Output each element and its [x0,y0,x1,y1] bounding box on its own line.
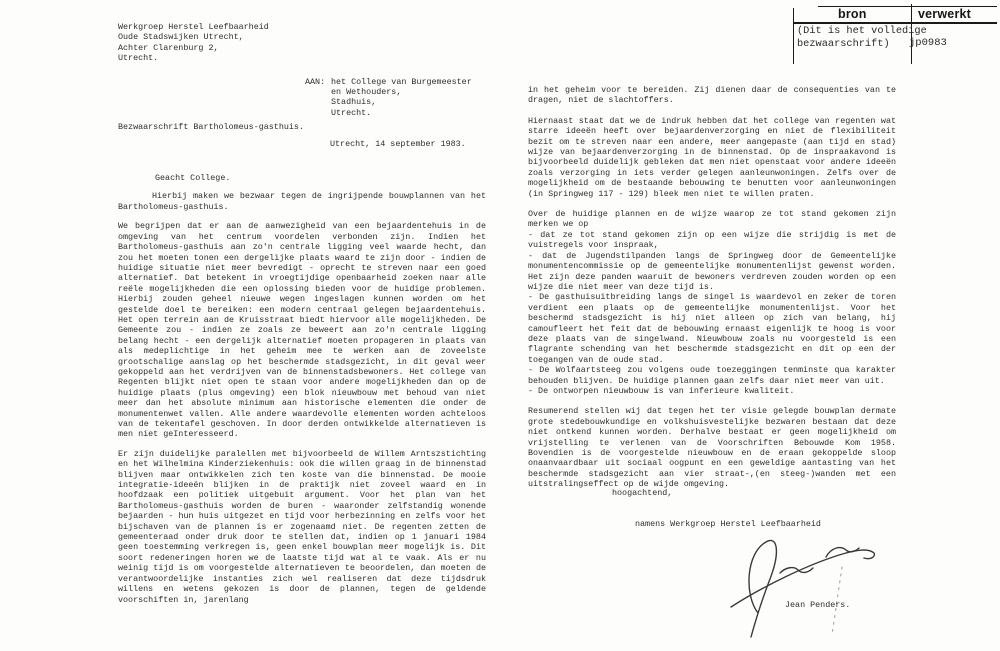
recipient-address [305,77,486,119]
stamp-column-header-verwerkt: verwerkt [918,7,972,21]
paragraph: Er zijn duidelijke paralellen met bijvoorbeeld de Willem Arntszstichting en het Wilhelmina Kinderziekenhuis: ook die willen graag in de binnenstad blijven maar ontwikkelen zich ten koste van die binnenstad. De mooie integratie-ideeën blijken in de praktijk niet zoveel waard en in hoofdzaak een politiek uitgebuit argument. Voor het plan van het Bartholomeus-gasthuis worden de buren - waaronder zelfstandig wonende bejaarden - hun huis uitgezet en tijd voor herbezinning en zelfs voor het bijschaven van de plannen is er zogenaamd niet. De regenten zetten de gemeenteraad onder druk door te stellen dat, indien op 1 januari 1984 geen toestemming verkregen is, geen enkel bouwplan meer mogelijk is. Dit soort redeneringen horen we de laatste tijd wat al te vaak. Als er nu weinig tijd is om voorgestelde alternatieven te beoordelen, dan moeten de verantwoordelijke instanties zich wel realiseren dat deze tijdsdruk willens en wetens gekozen is door de plannen, tegen de geldende voorschiften in, jarenlang [118,448,486,605]
paragraph: Resumerend stellen wij dat tegen het ter visie gelegde bouwplan dermate grote stedebouwkundige en volkshuisvestelijke bezwaren bestaan dat deze niet ontkend kunnen worden. Derhalve bestaat er geen mogelijkheid om vrijstelling te verlenen van de Voorschriften Bebouwde Kom 1958. Bovendien is de voorgestelde nieuwbouw en de eraan gekoppelde sloop onaanvaardbaar uit sociaal oogpunt en een geweldige aantasting van het beschermde stadsgezicht aan vier straat-,(en steeg-)wanden met een uitstralingseffect op de wijde omgeving. [528,406,896,490]
stamp-note-line2: bezwaarschrift) [797,37,890,50]
paragraph: in het geheim voor te bereiden. Zij dienen daar de consequenties van te dragen, niet de slachtoffers. [528,85,896,106]
paragraph: Hiernaast staat dat we de indruk hebben dat het college van regenten wat starre ideeën heeft over bejaardenverzorging en niet de flexibiliteit bezit om te streven naar een andere, meer aangepaste (aan tijd en stad) wijze van bejaardenverzorging in de binnenstad. Op de inspraakavond is bijvoorbeeld duidelijk gebleken dat men niet openstaat voor andere ideeën zoals verzorging in iets verder gelegen aanleunwoningen. Zelfs over de mogelijkheid om de bestaande bebouwing te benutten voor aanleunwoningen (in Springweg 117 - 129) bleek men niet te willen praten. [528,115,896,199]
signatory-name: Jean Penders. [785,600,851,610]
valediction: hoogachtend, [612,488,673,498]
stamp-note [797,25,927,51]
stamp-processed-code: jp0983 [909,37,947,49]
stamp-box [790,4,997,64]
bullet-item: - dat de Jugendstilpanden langs de Springweg door de Gemeentelijke monumentencommissie op de gemeentelijke monumentenlijst gewenst worden. Het zijn deze panden waaruit de bewoners verdreven zouden worden op een wijze die niet meer van deze tijd is. [528,250,896,292]
recipient-line: en Wethouders, [331,87,402,98]
salutation: Geacht College. [155,173,231,184]
bullet-item: - De gasthuisuitbreiding langs de singel is waardevol en zeker de toren verdient een plaats op de gemeentelijke monumentenlijst. Voor het beschermd stadsgezicht is hij niet alleen op zich van belang, hij camoufleert het feit dat de bebouwing ernaast eigenlijk te hoog is voor deze plaats van de singelwand. Nieuwbouw zoals nu voorgesteld is een flagrante schending van het beschermde stadsgezicht en dit op een der toegangen van de oude stad. [528,292,896,365]
sender-line: Utrecht. [118,53,159,64]
list-intro: Over de huidige plannen en de wijze waarop ze tot stand gekomen zijn merken we op [528,209,896,230]
left-column [118,22,486,605]
bullet-item: - De Wolfaartsteeg zou volgens oude toezeggingen tenminste qua karakter behouden blijven. De huidige plannen gaan zelfs daar niet meer van uit. [528,365,896,386]
paragraph: We begrijpen dat er aan de aanwezigheid van een bejaardentehuis in de omgeving van het centrum voordelen verbonden zijn. Indien het Bartholomeus-gasthuis aan zo'n centrale ligging veel waarde hecht, dan zou het moeten tonen een dergelijke plaats waard te zijn door - indien de huidige situatie niet meer bevredigt - oprecht te streven naar een goed alternatief. Dat betekent in vroegtijdige openbaarheid zoeken naar alle reële mogelijkheden die een oplossing bieden voor de huidige problemen. Hierbij zouden geheel nieuwe wegen ingeslagen kunnen worden om het gestelde doel te bereiken: een modern centraal gelegen bejaardentehuis. Het open terrein aan de Kruisstraat biedt hiervoor alle mogelijkheden. De Gemeente zou - indien ze zoals ze beweert aan zo'n centrale ligging belang hecht - een dergelijk alternatief moeten propageren in plaats van als medeplichtige in het geheim mee te werken aan de zoveelste grootschalige aanslag op het beschermde stadsgezicht, in dit geval weer gekoppeld aan het verdrijven van de binnenstadsbewoners. Het college van Regenten blijkt niet open te staan voor andere mogelijkheden dan op de huidige plaats (plus omgeving) een blok nieuwbouw met behoud van niet meer dan het absolute minimum aan historische elementen die onder de monumentenwet vallen. Alle andere waardevolle elementen worden achteloos van de tekentafel geschoven. In door derden ontwikkelde alternatieven is men niet geInteresseerd. [118,221,486,440]
stamp-left-rule [793,8,794,64]
sender-line: Werkgroep Herstel Leefbaarheid [118,22,269,32]
recipient-label: AAN: [305,76,326,87]
bullet-item: - dat ze tot stand gekomen zijn op een wijze die strijdig is met de vuistregels voor inspraak, [528,229,896,251]
subject-line: Bezwaarschrift Bartholomeus-gasthuis. [118,122,304,133]
right-column [528,85,896,490]
stamp-column-header-bron: bron [838,7,867,21]
paragraph: Hierbij maken we bezwaar tegen de ingrijpende bouwplannen van het Bartholomeus-gasthuis. [118,191,486,212]
sender-line: Oude Stadswijken Utrecht, [118,32,244,43]
recipient-line: Utrecht. [331,107,372,118]
on-behalf-line: namens Werkgroep Herstel Leefbaarheid [635,519,821,529]
sender-address [118,22,486,64]
recipient-lines [331,77,472,119]
bullet-item: - De ontworpen nieuwbouw is van inferieure kwaliteit. [528,385,795,396]
recipient-line: Stadhuis, [331,97,377,108]
handwritten-signature [728,533,880,639]
recipient-line: het College van Burgemeester [331,76,472,87]
signature-scribble-icon [728,533,880,639]
stamp-note-line1: (Dit is het volledige [797,25,927,37]
date-line: Utrecht, 14 september 1983. [330,138,466,149]
sender-line: Achter Clarenburg 2, [118,42,219,53]
stamp-header-rule [793,22,997,24]
